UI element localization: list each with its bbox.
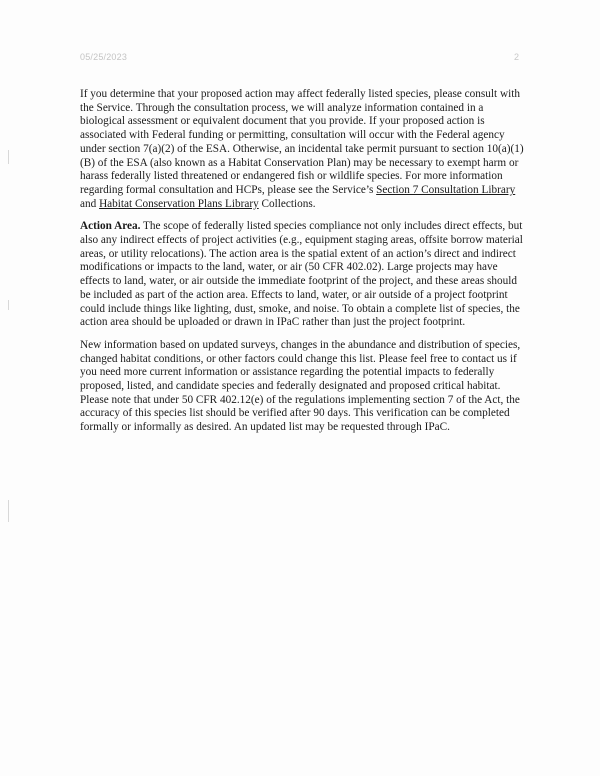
document-body <box>80 88 526 444</box>
paragraph-text: If you determine that your proposed action may affect federally listed species, please consult with the Service. Through the consultation process, we will analyze information contained in a biological assessment or equivalent document that you provide. If your proposed action is associated with Federal funding or permitting, consultation will occur with the Federal agency under section 7(a)(2) of the ESA. Otherwise, an incidental take permit pursuant to section 10(a)(1)(B) of the ESA (also known as a Habitat Conservation Plan) may be necessary to exempt harm or harass federally listed threatened or endangered fish or wildlife species. For more information regarding formal consultation and HCPs, please see the Service’s <box>80 88 524 196</box>
header-page-number: 2 <box>514 52 520 62</box>
paragraph-action-area <box>80 220 526 330</box>
paragraph-new-information <box>80 339 526 435</box>
header-date: 05/25/2023 <box>80 52 128 62</box>
scan-artifact <box>8 150 9 164</box>
paragraph-text: Collections. <box>258 197 316 210</box>
paragraph-consultation <box>80 88 526 211</box>
hcp-library-link[interactable]: Habitat Conservation Plans Library <box>99 197 259 210</box>
action-area-heading: Action Area. <box>80 220 141 233</box>
paragraph-text: The scope of federally listed species compliance not only includes direct effects, but also any indirect effects of project activities (e.g., equipment staging areas, offsite borrow material areas, or utility relocations). The action area is the spatial extent of an action’s direct and indirect modifications or impacts to the land, water, or air (50 CFR 402.02). Large projects may have effects to land, water, or air outside the immediate footprint of the project, and these areas should be included as part of the action area. Effects to land, water, or air outside of a project footprint could include things like lighting, dust, smoke, and noise. To obtain a complete list of species, the action area should be uploaded or drawn in IPaC rather than just the project footprint. <box>80 220 523 329</box>
paragraph-text: and <box>80 197 100 210</box>
scan-artifact <box>8 500 9 522</box>
paragraph-text: New information based on updated surveys, changes in the abundance and distribution of species, changed habitat conditions, or other factors could change this list. Please feel free to contact us if you need more current information or assistance regarding the potential impacts to federally proposed, listed, and candidate species and federally designated and proposed critical habitat. Please note that under 50 CFR 402.12(e) of the regulations implementing section 7 of the Act, the accuracy of this species list should be verified after 90 days. This verification can be completed formally or informally as desired. An updated list may be requested through IPaC. <box>80 338 521 434</box>
section7-library-link[interactable]: Section 7 Consultation Library <box>376 183 516 196</box>
scan-artifact <box>8 300 9 310</box>
